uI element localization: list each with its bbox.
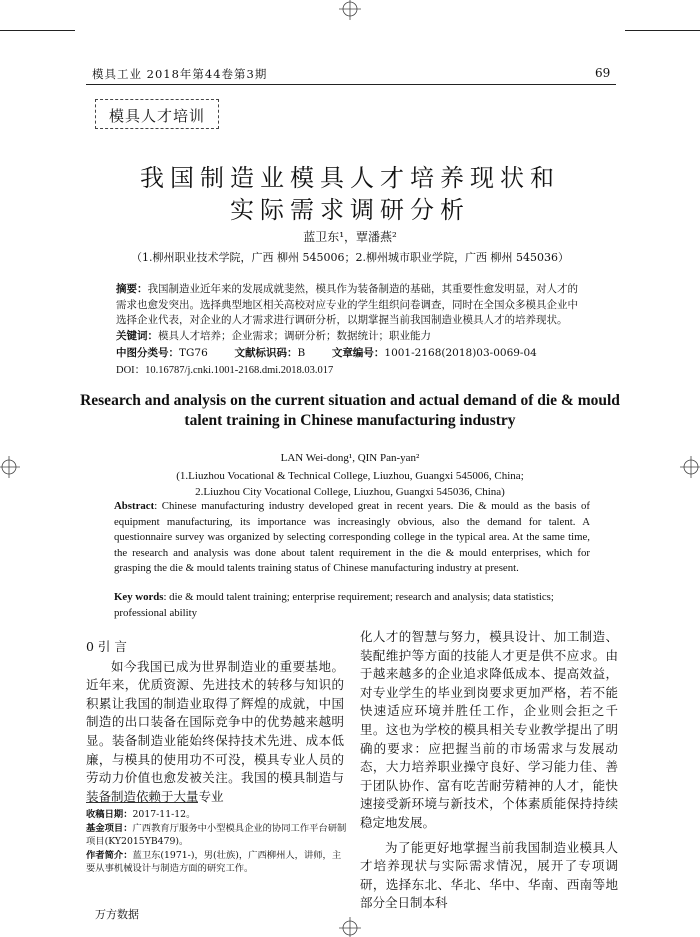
section-label: 模具人才培训 xyxy=(108,107,205,125)
section-label-box xyxy=(95,99,219,129)
footnotes xyxy=(86,808,348,876)
affiliation-zh: （1.柳州职业技术学院，广西 柳州 545006；2.柳州城市职业学院，广西 柳州 545036） xyxy=(131,251,569,264)
registration-mark-bottom-icon xyxy=(335,915,365,937)
body-paragraph: 如今我国已成为世界制造业的重要基地。近年来，优质资源、先进技术的转移与知识的积累让我国的制造业取得了辉煌的成就，中国制造的出口装备在国际竞争中的优势越来越明显。装备制造业能始终保持技术先进、成本低廉，与模具的使用功不可没，模具专业人员的劳动力价值也愈发被关注。我国的模具制造与装备制造依赖于大量专业 xyxy=(86,658,344,804)
abstract-en xyxy=(114,499,590,577)
article-number-value: 1001-2168(2018)03-0069-04 xyxy=(384,347,537,359)
body-column-right xyxy=(360,628,618,913)
keywords-zh-text: 模具人才培养；企业需求；调研分析；数据统计；职业能力 xyxy=(158,330,431,342)
keywords-en-label: Key words xyxy=(114,591,164,603)
keywords-zh-label: 关键词： xyxy=(116,330,158,342)
body-paragraph: 化人才的智慧与努力，模具设计、加工制造、装配维护等方面的技能人才更是供不应求。由于越来越多的企业追求降低成本、提高效益，对专业学生的毕业到岗要求更加严格，若不能快速适应环境并胜任工作，企业则会拒之千里。这也为学校的模具相关专业教学提出了明确的要求：应把握当前的市场需求与发展动态，大力培养职业操守良好、学习能力佳、善于团队协作、富有吃苦耐劳精神的人才，能快速接受新环境与新技术，个体素质能保持持续稳定地发展。 xyxy=(360,629,618,830)
doi: DOI：10.16787/j.cnki.1001-2168.dmi.2018.03.017 xyxy=(116,365,334,376)
abstract-zh-text: 我国制造业近年来的发展成就斐然，模具作为装备制造的基础，其重要性愈发明显，对人才的需求也愈发突出。选择典型地区相关高校对应专业的学生组织问卷调查，同时在全国众多模具企业中选择企业代表，对企业的人才需求进行调研分析，以期掌握当前我国制造业模具人才的培养现状。 xyxy=(116,283,578,326)
received-value: 2017-11-12。 xyxy=(132,809,196,820)
abstract-en-text: : Chinese manufacturing industry developed great in recent years. Die & mould as the basis of equipment manufacturing, its importance was increasingly obvious, also the demand for talent. A questionnaire survey was organized by selecting corresponding college in the typical area. At the same time, the research and analysis was done about talent requirement in the die & mould enterprises, which for grasping the die & mould talents training status of Chinese manufacturing industry at present. xyxy=(114,500,590,574)
footnote-divider xyxy=(86,802,198,803)
author-bio-label: 作者简介： xyxy=(86,849,133,861)
clc-value: TG76 xyxy=(179,347,208,359)
authors-en: LAN Wei-dong¹, QIN Pan-yan² xyxy=(280,452,420,464)
keywords-zh xyxy=(116,329,588,345)
page-number: 69 xyxy=(595,66,611,80)
journal-header: 模具工业 2018年第44卷第3期 xyxy=(92,67,268,81)
header-rule xyxy=(86,84,616,85)
abstract-en-label: Abstract xyxy=(114,500,155,512)
affiliation-en-line2: 2.Liuzhou City Vocational College, Liuzhou, Guangxi 545036, China) xyxy=(195,486,505,498)
clc-label: 中图分类号： xyxy=(116,347,179,359)
keywords-en xyxy=(114,590,590,621)
section-heading-introduction: 0 引 言 xyxy=(86,639,127,654)
crop-line-top xyxy=(0,30,75,31)
title-zh-line1: 我国制造业模具人才培养现状和 xyxy=(140,164,560,192)
doc-code-label: 文献标识码： xyxy=(234,347,298,359)
classification-zh xyxy=(116,346,588,362)
author-bio-value: 蓝卫东(1971-)，男(壮族)，广西柳州人，讲师，主要从事机械设计与制造方面的研究工作。 xyxy=(86,849,342,874)
doc-code-value: B xyxy=(297,347,306,359)
footer-brand: 万方数据 xyxy=(95,908,139,921)
abstract-zh-label: 摘要： xyxy=(116,283,148,295)
body-paragraph: 为了能更好地掌握当前我国制造业模具人才培养现状与实际需求情况，展开了专项调研，选择东北、华北、华中、华南、西南等地部分全日制本科 xyxy=(360,839,618,911)
footnote-received xyxy=(86,808,348,822)
affiliation-en-line1: (1.Liuzhou Vocational & Technical College, Liuzhou, Guangxi 545006, China; xyxy=(176,470,524,482)
authors-zh: 蓝卫东¹，覃潘燕² xyxy=(303,230,397,244)
title-en: Research and analysis on the current situation and actual demand of die & mould talent training in Chinese manufacturing industry xyxy=(80,392,620,429)
crop-line-top-right xyxy=(625,30,700,31)
fund-label: 基金项目： xyxy=(86,822,133,834)
fund-value: 广西教育厅服务中小型模具企业的协同工作平台研制项目(KY2015YB479)。 xyxy=(86,822,347,847)
abstract-zh xyxy=(116,282,588,329)
keywords-en-text: : die & mould talent training; enterprise requirement; research and analysis; data statistics; professional ability xyxy=(114,591,554,619)
footnote-author xyxy=(86,849,348,876)
registration-mark-top-icon xyxy=(335,0,365,22)
article-number-label: 文章编号： xyxy=(331,347,385,359)
body-column-left xyxy=(86,638,344,806)
footnote-fund xyxy=(86,822,348,849)
title-zh-line2: 实际需求调研分析 xyxy=(230,196,470,224)
received-label: 收稿日期： xyxy=(86,809,133,820)
